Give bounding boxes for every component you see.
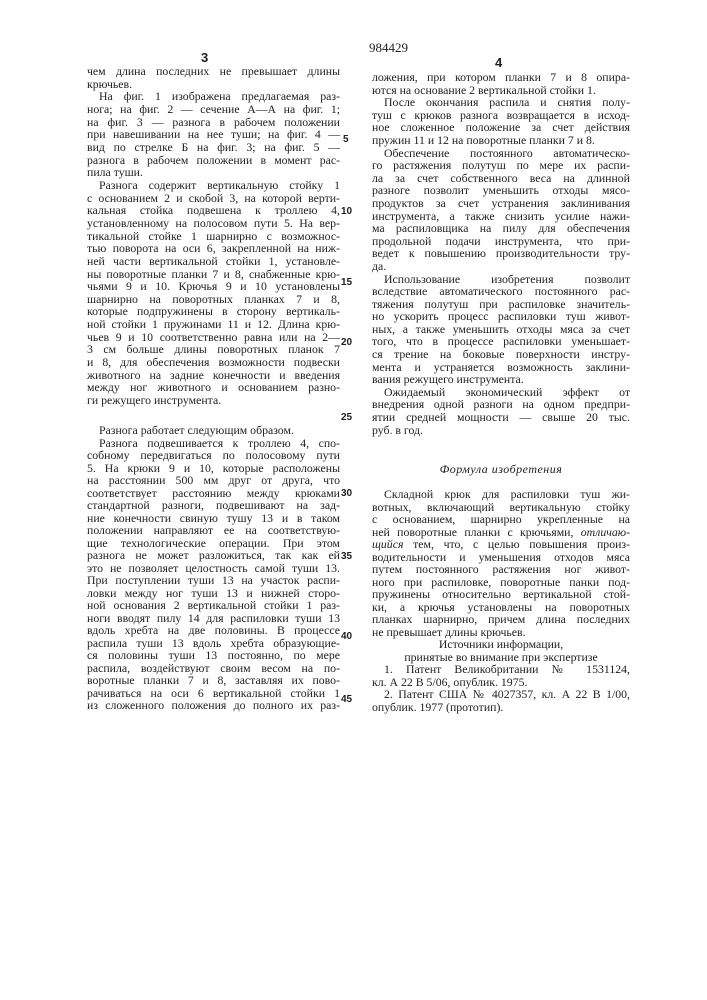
text-line: Разнога содержит вертикальную стойку 1 bbox=[87, 179, 340, 192]
text-line: Ожидаемый экономический эффект от bbox=[372, 386, 630, 399]
text-line: На фиг. 1 изображена предлагаемая раз- bbox=[87, 90, 340, 103]
text-line: продуктов за счет устранения заклинивания bbox=[372, 197, 630, 210]
text-line: Источники информации, bbox=[372, 638, 630, 651]
text-line: но ускорить процесс распиловки туш живот- bbox=[372, 310, 630, 323]
text-line: Складной крюк для распиловки туш жи- bbox=[372, 488, 630, 501]
text-line: ных, а также уменьшить отходы мяса за счет bbox=[372, 323, 630, 336]
text-line: ся половины туши 13 постоянно, по мере bbox=[87, 649, 340, 662]
page-number-left: 3 bbox=[201, 50, 208, 65]
text-line: 3 см больше длины поворотных планок 7 bbox=[87, 343, 340, 356]
text-line: вследствие автоматического постоянного рас- bbox=[372, 285, 630, 298]
text-line: ются на основание 2 вертикальной стойки 1. bbox=[372, 84, 630, 97]
text-line: ложения, при котором планки 7 и 8 опира- bbox=[372, 71, 630, 84]
text-line: которые подпружинены в сторону вертикаль- bbox=[87, 305, 340, 318]
text-line: тяжения полутуш при распиловке значитель- bbox=[372, 298, 630, 311]
text-line: разнога не может разложиться, так как ей bbox=[87, 549, 340, 562]
text-line: распила туши 13 вдоль хребта образующие- bbox=[87, 637, 340, 650]
text-line: внедрения одной разноги на одном предпри- bbox=[372, 398, 630, 411]
text-line: распила, воздействуют своим весом на по- bbox=[87, 662, 340, 675]
text-line: ла за счет собственного веса на длинной bbox=[372, 172, 630, 185]
line-number: 15 bbox=[341, 277, 352, 288]
text-line: ся трение на боковые поверхности инстру- bbox=[372, 348, 630, 361]
left-column-block-1 bbox=[87, 65, 340, 407]
text-line: с основанием, шарнирно укрепленные на bbox=[372, 513, 630, 526]
text-line: При поступлении туши 13 на участок распи- bbox=[87, 574, 340, 587]
page-number-right: 4 bbox=[495, 55, 502, 70]
text-line: крючьев. bbox=[87, 78, 340, 91]
text-line: из сложенного положения до полного их раз- bbox=[87, 699, 340, 712]
text-line: руб. в год. bbox=[372, 424, 630, 437]
text-line: вид по стрелке Б на фиг. 3; на фиг. 5 — bbox=[87, 141, 340, 154]
text-line: того, что в процессе распиловки уменьшает- bbox=[372, 335, 630, 348]
text-line bbox=[372, 538, 630, 551]
line-number: 10 bbox=[341, 206, 352, 217]
text-line: принятые во внимание при экспертизе bbox=[372, 651, 630, 664]
line-number: 35 bbox=[341, 551, 352, 562]
text-line: ятии средней мощности — свыше 20 тыс. bbox=[372, 411, 630, 424]
text-line: соответствует расстоянию между крюками bbox=[87, 487, 340, 500]
text-line: ноги вводят пилу 14 для распиловки туши 13 bbox=[87, 612, 340, 625]
patent-number: 984429 bbox=[369, 40, 408, 56]
line-number: 40 bbox=[341, 631, 352, 642]
sources-block bbox=[372, 638, 630, 713]
text-line: планках шарнирно, причем длина последних bbox=[372, 613, 630, 626]
text-line: вдоль хребта на две половины. В процессе bbox=[87, 624, 340, 637]
text-line: чьями 9 и 10. Крючья 9 и 10 установлены bbox=[87, 280, 340, 293]
text-line: пружинены относительно вертикальной стой- bbox=[372, 588, 630, 601]
text-line: опублик. 1977 (прототип). bbox=[372, 701, 630, 714]
text-line: с основанием 2 и скобой 3, на которой верти- bbox=[87, 192, 340, 205]
emphasized-text: отличаю- bbox=[581, 525, 630, 539]
text-line: вания режущего инструмента. bbox=[372, 373, 630, 386]
text-line: мента и устраняется возможность заклини- bbox=[372, 361, 630, 374]
text-line: тикальной стойке 1 шарнирно с возможнос- bbox=[87, 230, 340, 243]
text-line: 5. На крюки 9 и 10, которые расположены bbox=[87, 462, 340, 475]
text-line: Разнога работает следующим образом. bbox=[87, 424, 340, 437]
line-number: 45 bbox=[341, 694, 352, 705]
text-line: животного на задние конечности и введения bbox=[87, 369, 340, 382]
text-line: пила туши. bbox=[87, 166, 340, 179]
text-line: положении направляют ее на соответствую- bbox=[87, 524, 340, 537]
text-line: щие технологические операции. При этом bbox=[87, 537, 340, 550]
text-line: при навешивании на нее туши; на фиг. 4 — bbox=[87, 128, 340, 141]
text-line: воротные планки 7 и 8, заставляя их пово- bbox=[87, 674, 340, 687]
text-line: на фиг. 3 — разнога в рабочем положении bbox=[87, 116, 340, 129]
text-line: тью поворота на оси 6, закрепленной на ниж- bbox=[87, 242, 340, 255]
text-line: инструмента, а также снизить усилие нажи- bbox=[372, 210, 630, 223]
text-line: стандартной разноги, подвешивают на зад- bbox=[87, 499, 340, 512]
text-line: ки, а крючья установлены на поворотных bbox=[372, 601, 630, 614]
text-line: шарнирно на поворотных планках 7 и 8, bbox=[87, 293, 340, 306]
text-line: ловки между ног туши 13 и нижней сторо- bbox=[87, 587, 340, 600]
line-number: 20 bbox=[341, 337, 352, 348]
text-line: ны поворотные планки 7 и 8, снабженные крю- bbox=[87, 268, 340, 281]
text-line: ное сложенное положение за счет действия bbox=[372, 121, 630, 134]
line-number: 5 bbox=[343, 134, 349, 145]
text-line: нога; на фиг. 2 — сечение А—А на фиг. 1; bbox=[87, 103, 340, 116]
text-span: ней поворотные планки с крючьями, bbox=[372, 525, 581, 539]
text-line: ней части вертикальной стойки 1, установле- bbox=[87, 255, 340, 268]
text-line: Использование изобретения позволит bbox=[372, 273, 630, 286]
text-line: да. bbox=[372, 260, 630, 273]
text-span: тем, что, с целью повышения произ- bbox=[403, 537, 630, 551]
text-line: между ног животного и основанием разно- bbox=[87, 381, 340, 394]
text-line: Разнога подвешивается к троллею 4, спо- bbox=[87, 437, 340, 450]
text-line: не превышает длины крючьев. bbox=[372, 626, 630, 639]
text-line: собному передвигаться по полосовому пути bbox=[87, 449, 340, 462]
text-line: чем длина последних не превышает длины bbox=[87, 65, 340, 78]
text-line: ведет к повышению производительности тру- bbox=[372, 247, 630, 260]
text-line: го растяжения полутуш по мере их распи- bbox=[372, 159, 630, 172]
text-line: разноге позволит уменьшить отходы мясо- bbox=[372, 184, 630, 197]
line-number: 30 bbox=[341, 488, 352, 499]
left-column-block-2 bbox=[87, 424, 340, 712]
emphasized-text: щийся bbox=[372, 537, 403, 551]
text-line: пружин 11 и 12 на поворотные планки 7 и 8. bbox=[372, 134, 630, 147]
text-line: ной стойки 1 пружинами 11 и 12. Длина крю- bbox=[87, 318, 340, 331]
text-line: это не позволяет целостность самой туши 13. bbox=[87, 562, 340, 575]
text-line: ние конечности свиную тушу 13 и в таком bbox=[87, 512, 340, 525]
claims-block bbox=[372, 488, 630, 638]
text-line: рачиваться на оси 6 вертикальной стойки 1 bbox=[87, 687, 340, 700]
text-line: кальная стойка подвешена к троллею 4, bbox=[87, 204, 340, 217]
text-line: 2. Патент США № 4027357, кл. А 22 В 1/00, bbox=[372, 688, 630, 701]
text-line: и 8, для обеспечения возможности подвески bbox=[87, 356, 340, 369]
text-line: Обеспечение постоянного автоматическо- bbox=[372, 147, 630, 160]
text-line: установленному на полосовом пути 5. На вер- bbox=[87, 217, 340, 230]
text-line: разнога в рабочем положении в момент рас- bbox=[87, 154, 340, 167]
text-line: После окончания распила и снятия полу- bbox=[372, 96, 630, 109]
text-line: на расстоянии 500 мм друг от друга, что bbox=[87, 474, 340, 487]
text-line: 1. Патент Великобритании № 1531124, bbox=[372, 663, 630, 676]
text-line: водительности и уменьшения отходов мяса bbox=[372, 551, 630, 564]
line-number: 25 bbox=[341, 412, 352, 423]
text-line: кл. А 22 В 5/06, опублик. 1975. bbox=[372, 676, 630, 689]
right-column-block-1 bbox=[372, 71, 630, 436]
text-line: ма распиловщика на пилу для обеспечения bbox=[372, 222, 630, 235]
text-line: продольной подачи инструмента, что при- bbox=[372, 235, 630, 248]
text-line: путем постоянного растяжения ног живот- bbox=[372, 563, 630, 576]
formula-heading: Формула изобретения bbox=[372, 462, 630, 477]
text-line: ги режущего инструмента. bbox=[87, 394, 340, 407]
text-line: ного при распиловке, поворотные панки под- bbox=[372, 576, 630, 589]
text-line: ной основания 2 вертикальной стойки 1 раз- bbox=[87, 599, 340, 612]
text-line: туш с крюков разнога возвращается в исход- bbox=[372, 109, 630, 122]
text-line: чьев 9 и 10 соответственно равна или на 2— bbox=[87, 331, 340, 344]
text-line: вотных, включающий вертикальную стойку bbox=[372, 501, 630, 514]
